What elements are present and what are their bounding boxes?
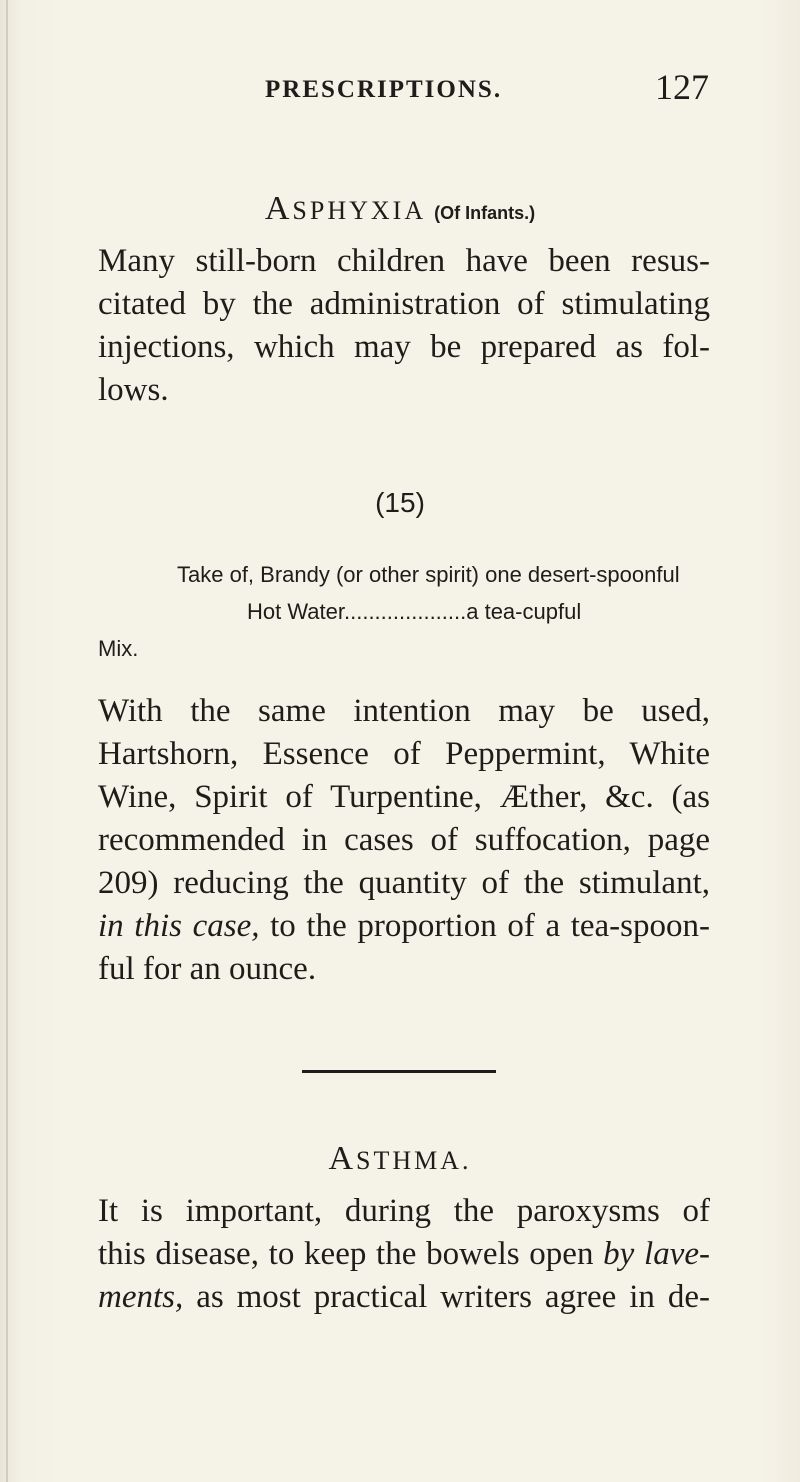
text-line: With the same intention may be used,: [98, 693, 710, 729]
title-initial: A: [264, 190, 293, 227]
text-line: Hartshorn, Essence of Peppermint, White: [98, 736, 710, 772]
section-divider: [302, 1070, 496, 1073]
italic-text: ments,: [98, 1279, 184, 1315]
section-title-asthma: [0, 1140, 800, 1178]
text-fragment: as most practical writers agree in de-: [183, 1279, 710, 1315]
text-line: 209) reducing the quantity of the stimulant,: [98, 865, 710, 901]
text-fragment: this disease, to keep the bowels open: [98, 1236, 604, 1272]
prescription-line-3: Mix.: [98, 636, 139, 661]
text-line: It is important, during the paroxysms of: [98, 1193, 710, 1229]
paragraph-asphyxia: [98, 240, 710, 412]
italic-text: in this case,: [98, 908, 260, 944]
paragraph-stimulants: [98, 690, 710, 991]
paragraph-asthma: [98, 1190, 710, 1319]
text-line: [98, 1233, 710, 1276]
text-line: [98, 1276, 710, 1319]
text-line: injections, which may be prepared as fol-: [98, 329, 710, 365]
prescription-line-1: Take of, Brandy (or other spirit) one desert-spoonful: [177, 562, 680, 587]
section-title-asphyxia: [0, 190, 800, 228]
section-subtitle: (Of Infants.): [434, 203, 536, 223]
text-line: Many still-born children have been resus-: [98, 243, 710, 279]
title-rest: STHMA.: [356, 1146, 472, 1175]
text-line: ful for an ounce.: [98, 951, 317, 987]
prescription-number: (15): [375, 487, 425, 518]
running-head: PRESCRIPTIONS.: [265, 76, 503, 103]
text-line: Wine, Spirit of Turpentine, Æther, &c. (as: [98, 779, 710, 815]
title-initial: A: [328, 1140, 357, 1177]
text-fragment: to the proportion of a tea-spoon-: [259, 908, 711, 944]
text-line: lows.: [98, 372, 169, 408]
text-line: citated by the administration of stimulating: [98, 286, 710, 322]
prescription-line-2: Hot Water....................a tea-cupful: [247, 599, 582, 624]
title-rest: SPHYXIA: [292, 196, 425, 225]
text-line: recommended in cases of suffocation, page: [98, 822, 710, 858]
italic-text: by lave-: [603, 1236, 710, 1272]
page-number: 127: [655, 67, 709, 107]
text-line: [98, 905, 710, 948]
